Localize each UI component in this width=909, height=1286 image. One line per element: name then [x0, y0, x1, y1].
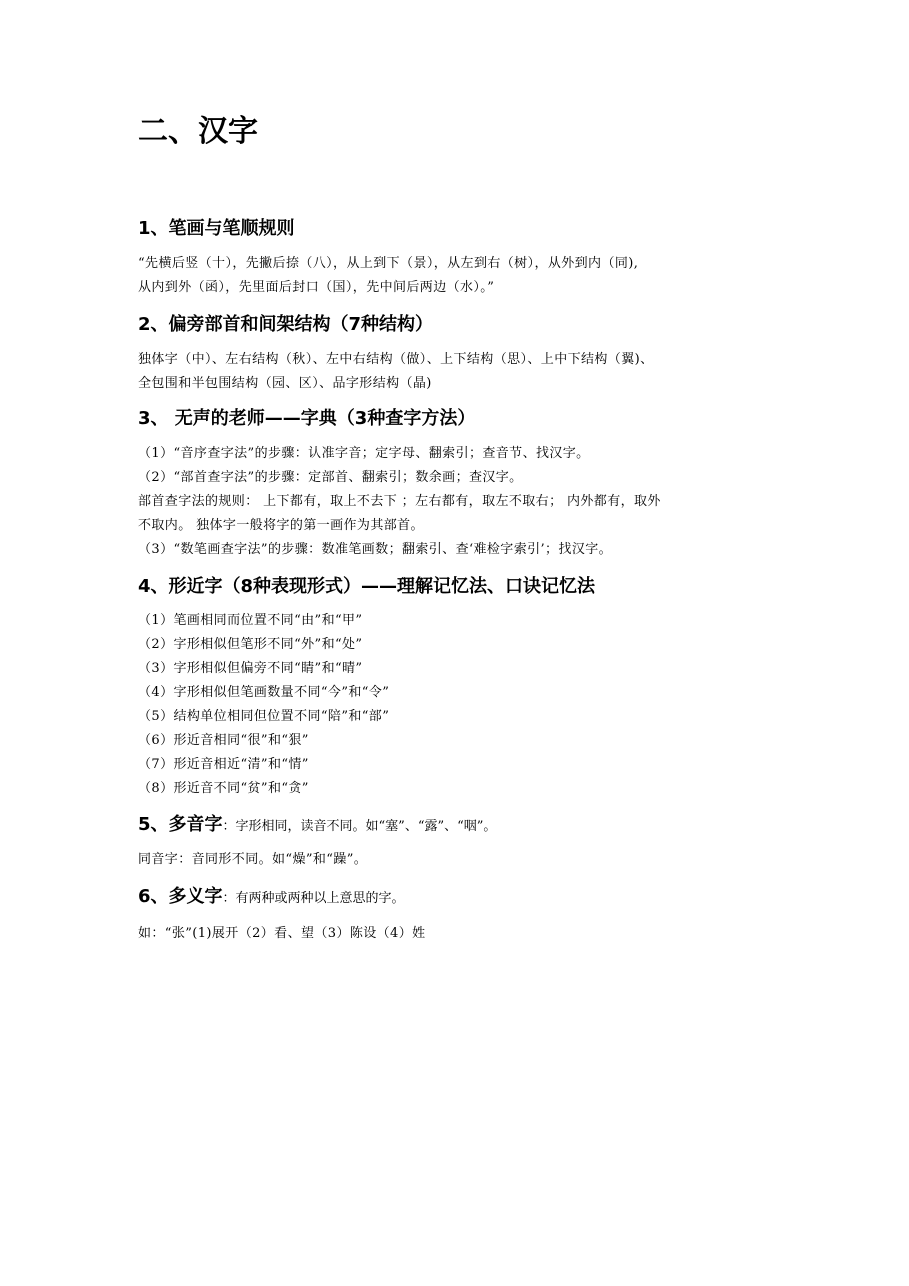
section-5-heading [138, 812, 496, 840]
section-6-line: 如：“张”(1)展开（2）看、望（3）陈设（4）姓 [138, 926, 426, 941]
section-5-heading-text: ：字形相同，读音不同。如“塞”、“露”、“咽”。 [222, 819, 497, 834]
similar-characters-list [138, 609, 389, 801]
section-2-line-2: 全包围和半包围结构（园、区）、品字形结构（晶) [138, 376, 432, 391]
section-2-line-1: 独体字（中）、左右结构（秋）、左中右结构（做）、上下结构（思）、上中下结构（翼)、 [138, 352, 654, 367]
list-item: （5）结构单位相同但位置不同“陪”和“部” [138, 709, 390, 724]
section-3-line-4: 不取内。 独体字一般将字的第一画作为其部首。 [138, 518, 424, 533]
section-1-heading: 1、笔画与笔顺规则 [138, 218, 295, 239]
section-5-line: 同音字：音同形不同。如“燥”和“躁”。 [138, 852, 368, 867]
section-1-line-1: “先横后竖（十），先撇后捺（八），从上到下（景），从左到右（树），从外到内（同), [138, 256, 639, 271]
list-item: （4）字形相似但笔画数量不同“今”和“令” [138, 685, 390, 700]
section-3-line-5: （3）“数笔画查字法”的步骤：数准笔画数；翻索引、查‘难检字索引’；找汉字。 [138, 542, 613, 557]
list-item: （2）字形相似但笔形不同“外”和“处” [138, 637, 363, 652]
section-1-line-2: 从内到外（函），先里面后封口（国），先中间后两边（水）。” [138, 280, 495, 295]
section-6-heading-text: ：有两种或两种以上意思的字。 [222, 891, 405, 906]
section-4-heading: 4、形近字（8种表现形式）——理解记忆法、口诀记忆法 [138, 576, 596, 597]
section-6-heading [138, 884, 405, 912]
section-2-heading: 2、偏旁部首和间架结构（7种结构） [138, 314, 434, 335]
list-item: （1）笔画相同而位置不同“由”和“甲” [138, 613, 363, 628]
section-3-heading: 3、 无声的老师——字典（3种查字方法） [138, 408, 476, 429]
section-6-heading-label: 6、多义字 [138, 886, 223, 907]
list-item: （8）形近音不同“贫”和“贪” [138, 781, 309, 796]
list-item: （3）字形相似但偏旁不同“睛”和“晴” [138, 661, 363, 676]
section-3-line-3: 部首查字法的规则： 上下都有，取上不去下 ；左右都有，取左不取右； 内外都有，取外 [138, 494, 661, 509]
section-5-heading-label: 5、多音字 [138, 814, 223, 835]
list-item: （6）形近音相同“很”和“狠” [138, 733, 309, 748]
section-3-line-1: （1）“音序查字法”的步骤：认准字音；定字母、翻索引；查音节、找汉字。 [138, 446, 590, 461]
section-3-line-2: （2）“部首查字法”的步骤：定部首、翻索引；数余画；查汉字。 [138, 470, 523, 485]
page-title: 二、汉字 [138, 114, 258, 149]
list-item: （7）形近音相近“清”和“情” [138, 757, 309, 772]
